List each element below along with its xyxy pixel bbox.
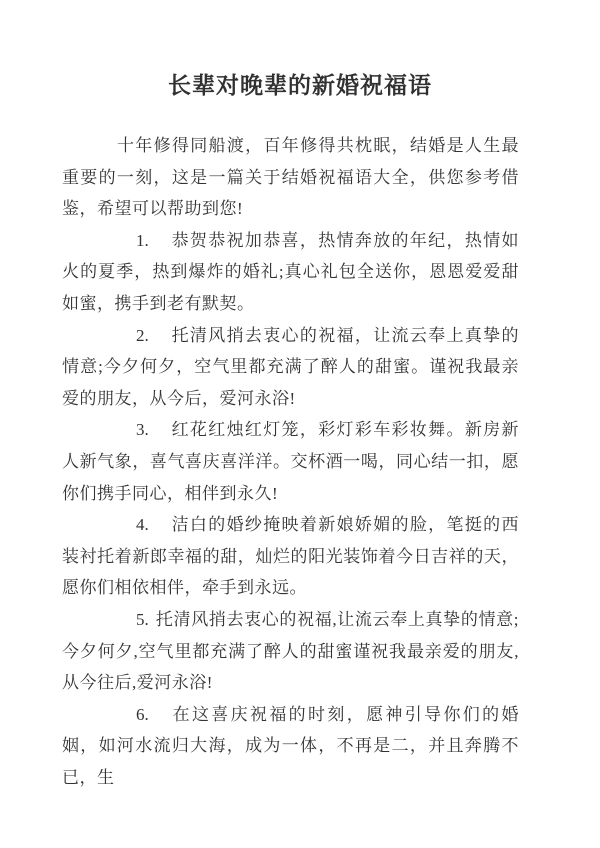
tab-space xyxy=(149,245,171,246)
list-item-number: 5. xyxy=(136,609,149,629)
list-item-text: 红花红烛红灯笼，彩灯彩车彩妆舞。新房新人新气象，喜气喜庆喜洋洋。交杯酒一喝，同心结一扣，愿你们携手同心，相伴到永久! xyxy=(62,420,519,503)
tab-space xyxy=(149,529,171,530)
list-item-number: 4. xyxy=(136,515,149,535)
tab-space xyxy=(149,624,156,625)
list-item-number: 6. xyxy=(136,704,149,724)
list-item-text: 洁白的婚纱掩映着新娘娇媚的脸，笔挺的西装衬托着新郎幸福的甜，灿烂的阳光装饰着今日吉祥的天，愿你们相依相伴，牵手到永远。 xyxy=(62,515,519,598)
tab-space xyxy=(149,434,171,435)
document-body xyxy=(62,130,519,793)
list-item-text: 托清风捎去衷心的祝福，让流云奉上真挚的情意;今夕何夕，空气里都充满了醉人的甜蜜。谨祝我最亲爱的朋友，从今后，爱河永浴! xyxy=(62,325,519,408)
tab-space xyxy=(149,719,171,720)
list-item-text: 恭贺恭祝加恭喜，热情奔放的年纪，热情如火的夏季，热到爆炸的婚礼;真心礼包全送你，恩恩爱爱甜如蜜，携手到老有默契。 xyxy=(62,230,519,313)
tab-space xyxy=(149,340,171,341)
list-item-number: 1. xyxy=(136,230,149,250)
list-item-number: 2. xyxy=(136,325,149,345)
list-item-1 xyxy=(62,225,519,320)
list-item-text: 在这喜庆祝福的时刻，愿神引导你们的婚姻，如河水流归大海，成为一体，不再是二，并且奔腾不已，生 xyxy=(62,704,519,787)
list-item-3 xyxy=(62,414,519,509)
list-item-6 xyxy=(62,699,519,794)
list-item-text: 托清风捎去衷心的祝福,让流云奉上真挚的情意;今夕何夕,空气里都充满了醉人的甜蜜谨祝我最亲爱的朋友,从今往后,爱河永浴! xyxy=(62,609,519,693)
list-item-2 xyxy=(62,320,519,415)
intro-paragraph: 十年修得同船渡，百年修得共枕眠，结婚是人生最重要的一刻，这是一篇关于结婚祝福语大全，供您参考借鉴，希望可以帮助到您! xyxy=(62,136,519,219)
page-title: 长辈对晚辈的新婚祝福语 xyxy=(168,73,432,98)
list-item-4 xyxy=(62,509,519,604)
list-item-5 xyxy=(62,604,519,699)
list-item-number: 3. xyxy=(136,420,149,440)
